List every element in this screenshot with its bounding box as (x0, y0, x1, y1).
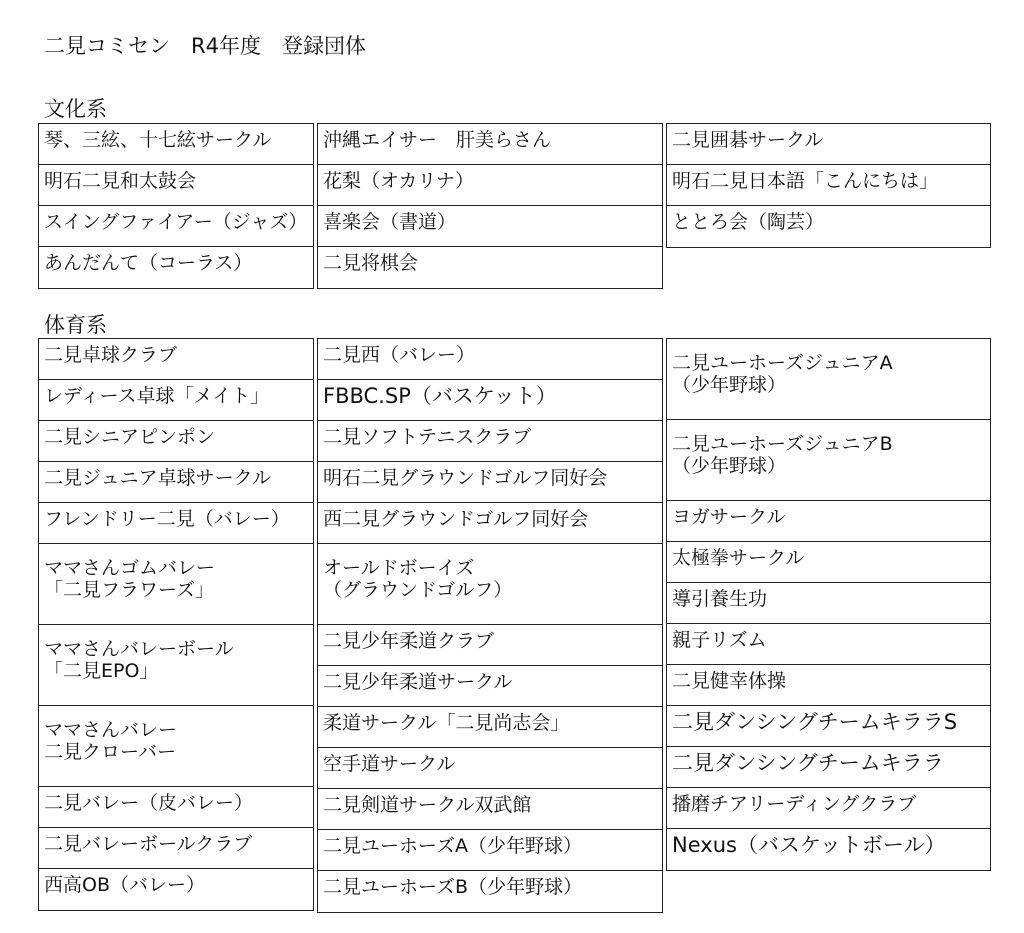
page-title: 二見コミセン R4年度 登録団体 (44, 34, 366, 58)
org-name-line: 二見ユーホーズジュニアB (672, 433, 893, 455)
org-name-line: 二見クローバー (44, 741, 177, 763)
org-name-line: 二見シニアピンポン (44, 426, 216, 448)
org-cell (318, 871, 662, 912)
org-name-line: 二見ユーホーズB（少年野球） (323, 876, 583, 898)
sports-column-1 (38, 338, 314, 911)
org-cell (39, 706, 313, 787)
org-name-line: フレンドリー二見（バレー） (44, 508, 290, 530)
org-cell: 喜楽会（書道） (318, 206, 662, 247)
org-cell (318, 625, 662, 666)
org-name-line: 西高OB（バレー） (44, 874, 205, 896)
org-name-line: 親子リズム (672, 629, 767, 651)
org-cell: 二見将棋会 (323, 252, 419, 274)
org-cell (318, 830, 662, 871)
org-cell (318, 748, 662, 789)
org-name-line: 二見ユーホーズジュニアA (672, 352, 893, 374)
org-cell: 琴、三絃、十七絃サークル (39, 124, 313, 165)
org-cell (318, 339, 662, 380)
org-cell (318, 380, 662, 421)
culture-column-2 (317, 123, 663, 289)
org-name-line: 二見ユーホーズA（少年野球） (323, 835, 583, 857)
org-name-line: 二見バレー（皮バレー） (44, 792, 254, 814)
org-cell (667, 788, 990, 829)
org-cell (39, 544, 313, 625)
sports-column-2 (317, 338, 663, 913)
org-cell: あんだんて（コーラス） (44, 252, 253, 274)
org-cell: 沖縄エイサー 肝美らさん (318, 124, 662, 165)
org-name-line: Nexus（バスケットボール） (672, 833, 946, 857)
org-name-line: レディース卓球「メイト」 (44, 385, 270, 407)
sports-column-3 (666, 338, 991, 871)
org-cell: 明石二見日本語「こんにちは」 (667, 165, 990, 206)
org-cell (39, 625, 313, 706)
org-cell (318, 421, 662, 462)
org-cell: 明石二見和太鼓会 (39, 165, 313, 206)
org-name-line: 二見卓球クラブ (44, 344, 178, 366)
org-name-line: 二見健幸体操 (672, 670, 787, 692)
org-cell (39, 339, 313, 380)
org-name-line: （少年野球） (672, 374, 787, 396)
culture-column-3 (666, 123, 991, 248)
org-name-line: 導引養生功 (672, 588, 768, 610)
org-cell: 花梨（オカリナ） (318, 165, 662, 206)
org-name-line: 空手道サークル (323, 753, 456, 775)
org-cell (318, 666, 662, 707)
org-name-line: 太極拳サークル (672, 547, 805, 569)
org-cell (318, 544, 662, 625)
org-cell (667, 624, 990, 665)
org-cell: ととろ会（陶芸） (672, 211, 825, 233)
org-name-line: 柔道サークル「二見尚志会」 (323, 712, 570, 734)
org-cell (667, 583, 990, 624)
org-cell (39, 462, 313, 503)
org-name-line: 播磨チアリーディングクラブ (672, 793, 917, 815)
org-name-line: オールドボーイズ (323, 557, 475, 579)
org-cell (667, 665, 990, 706)
org-name-line: 二見少年柔道クラブ (323, 630, 495, 652)
org-name-line: ママさんバレーボール (44, 638, 234, 660)
org-name-line: 西二見グラウンドゴルフ同好会 (323, 508, 589, 530)
org-cell: スイングファイアー（ジャズ） (39, 206, 313, 247)
org-name-line: 二見ソフトテニスクラブ (323, 426, 532, 448)
org-cell: 二見囲碁サークル (667, 124, 990, 165)
org-name-line: （少年野球） (672, 455, 787, 477)
org-cell (667, 501, 990, 542)
org-name-line: 二見ジュニア卓球サークル (44, 467, 272, 489)
org-cell (667, 542, 990, 583)
org-cell (667, 706, 990, 747)
org-cell (39, 828, 313, 869)
org-name-line: 「二見EPO」 (44, 660, 159, 682)
org-name-line: 二見剣道サークル双武館 (323, 794, 532, 816)
org-cell (318, 503, 662, 544)
org-cell (39, 380, 313, 421)
org-cell (39, 421, 313, 462)
org-cell (667, 747, 990, 788)
org-name-line: ママさんゴムバレー (44, 557, 216, 579)
org-name-line: ヨガサークル (672, 506, 786, 528)
org-cell (667, 829, 990, 870)
org-cell (39, 869, 313, 910)
org-cell (39, 787, 313, 828)
org-cell (39, 503, 313, 544)
org-name-line: 「二見フラワーズ」 (44, 579, 215, 601)
org-name-line: 二見バレーボールクラブ (44, 833, 253, 855)
org-name-line: 二見ダンシングチームキララS (672, 710, 958, 734)
culture-column-1 (38, 123, 314, 289)
org-cell (667, 420, 990, 501)
org-cell (318, 789, 662, 830)
org-name-line: （グラウンドゴルフ） (323, 579, 513, 601)
culture-heading: 文化系 (44, 97, 107, 121)
sports-heading: 体育系 (44, 313, 107, 337)
org-name-line: 明石二見グラウンドゴルフ同好会 (323, 467, 608, 489)
org-name-line: 二見ダンシングチームキララ (672, 751, 944, 775)
org-cell (667, 339, 990, 420)
org-name-line: ママさんバレー (44, 719, 178, 741)
org-cell (318, 707, 662, 748)
org-cell (318, 462, 662, 503)
org-name-line: 二見西（バレー） (323, 344, 476, 366)
org-name-line: 二見少年柔道サークル (323, 671, 513, 693)
org-name-line: FBBC.SP（バスケット） (323, 384, 557, 408)
